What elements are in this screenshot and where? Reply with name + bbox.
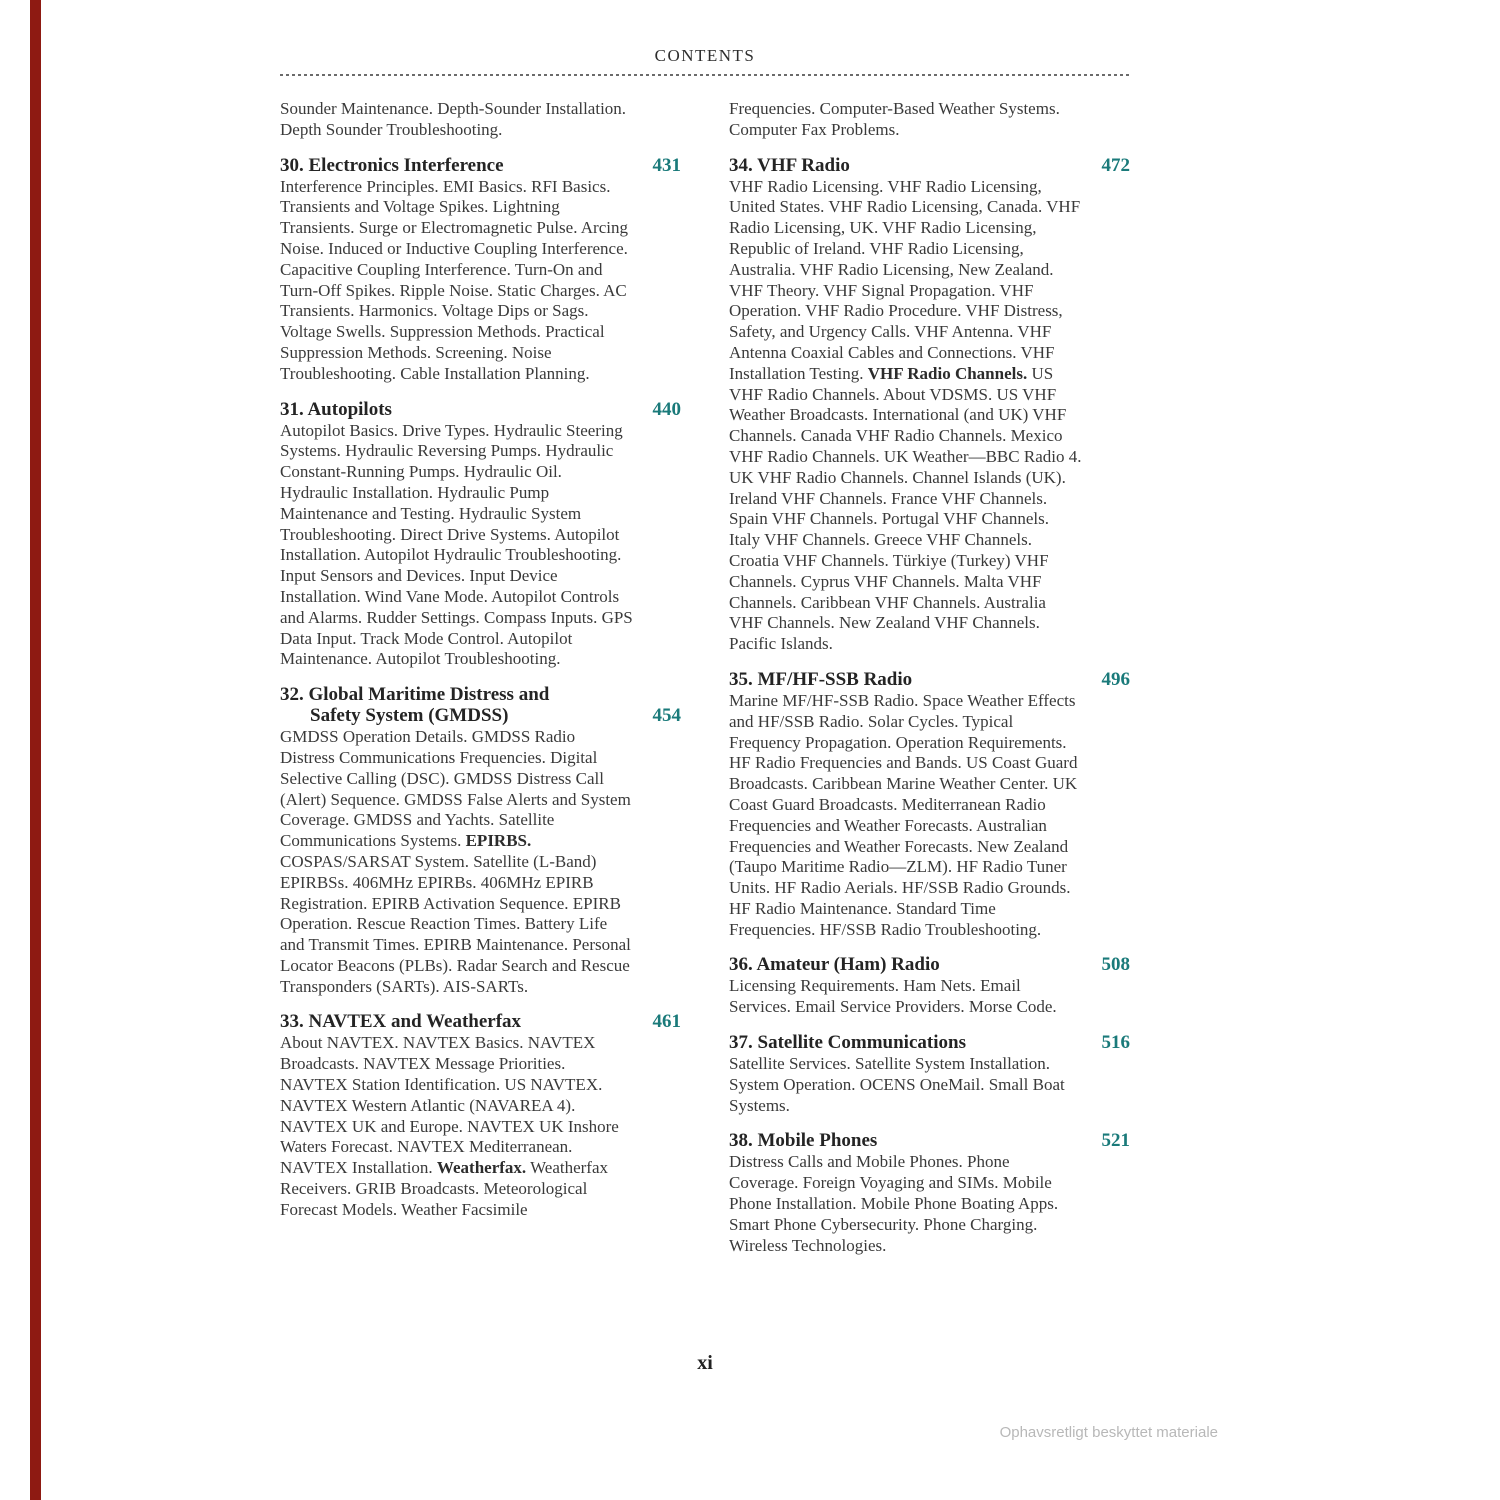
toc-entry-page-number: 516 xyxy=(1101,1032,1130,1054)
toc-entry-title: 30. Electronics Interference xyxy=(280,154,504,176)
toc-entry xyxy=(729,954,1130,1018)
toc-entry-title: 37. Satellite Communications xyxy=(729,1032,966,1054)
toc-entry-title: 32. Global Maritime Distress and Safety System (GMDSS) xyxy=(280,684,550,727)
toc-entry-page-number: 440 xyxy=(652,398,681,420)
toc-entry-title: 33. NAVTEX and Weatherfax xyxy=(280,1011,522,1033)
toc-entry-heading xyxy=(280,155,681,176)
toc-entry-page-number: 461 xyxy=(652,1011,681,1033)
toc-continuation xyxy=(280,99,681,141)
toc-entry-body: Autopilot Basics. Drive Types. Hydraulic Steering Systems. Hydraulic Reversing Pumps. Hydraulic Constant-Running Pumps. Hydraulic Oil. Hydraulic Installation. Hydraulic Pump Maintenance and Testing. Hydraulic System Troubleshooting. Direct Drive Systems. Autopilot Installation. Autopilot Hydraulic Troubleshooting. Input Sensors and Devices. Input Device Installation. Wind Vane Mode. Autopilot Controls and Alarms. Rudder Settings. Compass Inputs. GPS Data Input. Track Mode Control. Autopilot Maintenance. Autopilot Troubleshooting. xyxy=(280,420,633,669)
toc-entry-page-number: 521 xyxy=(1101,1130,1130,1152)
toc-entry xyxy=(280,684,681,997)
toc-entry-body: Distress Calls and Mobile Phones. Phone Coverage. Foreign Voyaging and SIMs. Mobile Phone Installation. Mobile Phone Boating Apps. Smart Phone Cybersecurity. Phone Charging. Wireless Technologies. xyxy=(729,1152,1059,1255)
toc-entry-body: Licensing Requirements. Ham Nets. Email Services. Email Service Providers. Morse Code. xyxy=(729,976,1057,1017)
toc-entry xyxy=(729,1032,1130,1116)
toc-entry-heading xyxy=(280,399,681,420)
toc-entry xyxy=(280,1011,681,1220)
toc-entry-heading xyxy=(729,1032,1130,1053)
toc-entry xyxy=(280,155,681,385)
toc-entry xyxy=(729,669,1130,941)
toc-entry-title: 36. Amateur (Ham) Radio xyxy=(729,954,940,976)
column-right xyxy=(729,98,1130,1256)
toc-entry-heading xyxy=(729,954,1130,975)
toc-entry-page-number: 508 xyxy=(1101,954,1130,976)
book-spine-bar xyxy=(30,0,41,1500)
toc-entry-body: VHF Radio Licensing. VHF Radio Licensing, United States. VHF Radio Licensing, Canada. VHF Radio Licensing, UK. VHF Radio Licensing, Republic of Ireland. VHF Radio Licensing, Australia. VHF Radio Licensing, New Zealand. VHF Theory. VHF Signal Propagation. VHF Operation. VHF Radio Procedure. VHF Distress, Safety, and Urgency Calls. VHF Antenna. VHF Antenna Coaxial Cables and Connections. VHF Installation Testing. VHF Radio Channels. US VHF Radio Channels. About VDSMS. US VHF Weather Broadcasts. International (and UK) VHF Channels. Canada VHF Radio Channels. Mexico VHF Radio Channels. UK Weather—BBC Radio 4. UK VHF Radio Channels. Channel Islands (UK). Ireland VHF Channels. France VHF Channels. Spain VHF Channels. Portugal VHF Channels. Italy VHF Channels. Greece VHF Channels. Croatia VHF Channels. Türkiye (Turkey) VHF Channels. Cyprus VHF Channels. Malta VHF Channels. Caribbean VHF Channels. Australia VHF Channels. New Zealand VHF Channels. Pacific Islands. xyxy=(729,176,1082,654)
toc-entry-page-number: 472 xyxy=(1101,154,1130,176)
toc-entry-title: 31. Autopilots xyxy=(280,398,392,420)
column-left xyxy=(280,98,681,1221)
toc-entry-title: 34. VHF Radio xyxy=(729,154,850,176)
copyright-watermark: Ophavsretligt beskyttet materiale xyxy=(999,1424,1218,1441)
toc-entry-title: 35. MF/HF-SSB Radio xyxy=(729,668,913,690)
toc-entry-body: Satellite Services. Satellite System Installation. System Operation. OCENS OneMail. Small Boat Systems. xyxy=(729,1054,1065,1115)
toc-entry-heading xyxy=(729,155,1130,176)
toc-entry xyxy=(729,155,1130,655)
toc-entry-body: GMDSS Operation Details. GMDSS Radio Distress Communications Frequencies. Digital Selective Calling (DSC). GMDSS Distress Call (Alert) Sequence. GMDSS False Alerts and System Coverage. GMDSS and Yachts. Satellite Communications Systems. EPIRBS. COSPAS/SARSAT System. Satellite (L-Band) EPIRBSs. 406MHz EPIRBs. 406MHz EPIRB Registration. EPIRB Activation Sequence. EPIRB Operation. Rescue Reaction Times. Battery Life and Transmit Times. EPIRB Maintenance. Personal Locator Beacons (PLBs). Radar Search and Rescue Transponders (SARTs). AIS-SARTs. xyxy=(280,727,631,996)
toc-entry-page-number: 496 xyxy=(1101,668,1130,690)
toc-entry xyxy=(729,1130,1130,1256)
page-number: xi xyxy=(697,1352,713,1374)
page-title: CONTENTS xyxy=(654,46,756,65)
toc-entry-heading xyxy=(729,669,1130,690)
toc-entry-body: Marine MF/HF-SSB Radio. Space Weather Effects and HF/SSB Radio. Solar Cycles. Typical Frequency Propagation. Operation Requirements. HF Radio Frequencies and Bands. US Coast Guard Broadcasts. Caribbean Marine Weather Center. UK Coast Guard Broadcasts. Mediterranean Radio Frequencies and Weather Forecasts. Australian Frequencies and Weather Forecasts. New Zealand (Taupo Maritime Radio—ZLM). HF Radio Tuner Units. HF Radio Aerials. HF/SSB Radio Grounds. HF Radio Maintenance. Standard Time Frequencies. HF/SSB Radio Troubleshooting. xyxy=(729,690,1078,939)
toc-entry xyxy=(280,399,681,671)
toc-entry-page-number: 454 xyxy=(652,705,681,727)
toc-entry-title: 38. Mobile Phones xyxy=(729,1130,878,1152)
toc-entry-body: Sounder Maintenance. Depth-Sounder Installation. Depth Sounder Troubleshooting. xyxy=(280,99,627,139)
toc-entry-page-number: 431 xyxy=(652,154,681,176)
toc-entry-heading xyxy=(280,1011,681,1032)
toc-entry-body: About NAVTEX. NAVTEX Basics. NAVTEX Broadcasts. NAVTEX Message Priorities. NAVTEX Station Identification. US NAVTEX. NAVTEX Western Atlantic (NAVAREA 4). NAVTEX UK and Europe. NAVTEX UK Inshore Waters Forecast. NAVTEX Mediterranean. NAVTEX Installation. Weatherfax. Weatherfax Receivers. GRIB Broadcasts. Meteorological Forecast Models. Weather Facsimile xyxy=(280,1033,619,1219)
toc-entry-heading xyxy=(729,1130,1130,1151)
toc-entry-body: Interference Principles. EMI Basics. RFI Basics. Transients and Voltage Spikes. Lightning Transients. Surge or Electromagnetic Pulse. Arcing Noise. Induced or Inductive Coupling Interference. Capacitive Coupling Interference. Turn-On and Turn-Off Spikes. Ripple Noise. Static Charges. AC Transients. Harmonics. Voltage Dips or Sags. Voltage Swells. Suppression Methods. Practical Suppression Methods. Screening. Noise Troubleshooting. Cable Installation Planning. xyxy=(280,176,628,383)
toc-columns xyxy=(280,98,1130,1256)
toc-continuation xyxy=(729,99,1130,141)
toc-entry-heading xyxy=(280,684,681,726)
header-dotted-rule xyxy=(280,74,1130,76)
content-area xyxy=(280,46,1130,1256)
toc-entry-body: Frequencies. Computer-Based Weather Systems. Computer Fax Problems. xyxy=(729,99,1060,139)
